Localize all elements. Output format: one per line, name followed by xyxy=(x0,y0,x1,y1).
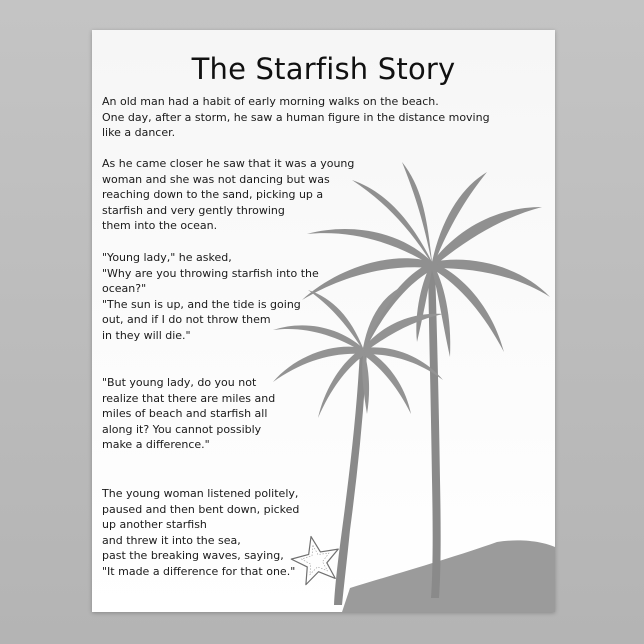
story-paragraph-4: "But young lady, do you not realize that there are miles and miles of beach and starfish all along it? You cannot possibly make a difference." xyxy=(102,376,276,452)
page-title: The Starfish Story xyxy=(191,52,456,86)
story-paragraph-1: An old man had a habit of early morning walks on the beach. One day, after a storm, he saw a human figure in the distance moving like a dancer. xyxy=(102,95,490,140)
story-paragraph-3: "Young lady," he asked, "Why are you throwing starfish into the ocean?" "The sun is up, and the tide is going out, and if I do not throw them in they will die." xyxy=(102,251,319,342)
story-paragraph-5: The young woman listened politely, paused and then bent down, picked up another starfish and threw it into the sea, past the breaking waves, saying, "It made a difference for that one." xyxy=(102,487,300,578)
poster xyxy=(92,30,555,612)
story-paragraph-2: As he came closer he saw that it was a young woman and she was not dancing but was reaching down to the sand, picking up a starfish and very gently throwing them into the ocean. xyxy=(102,157,355,233)
